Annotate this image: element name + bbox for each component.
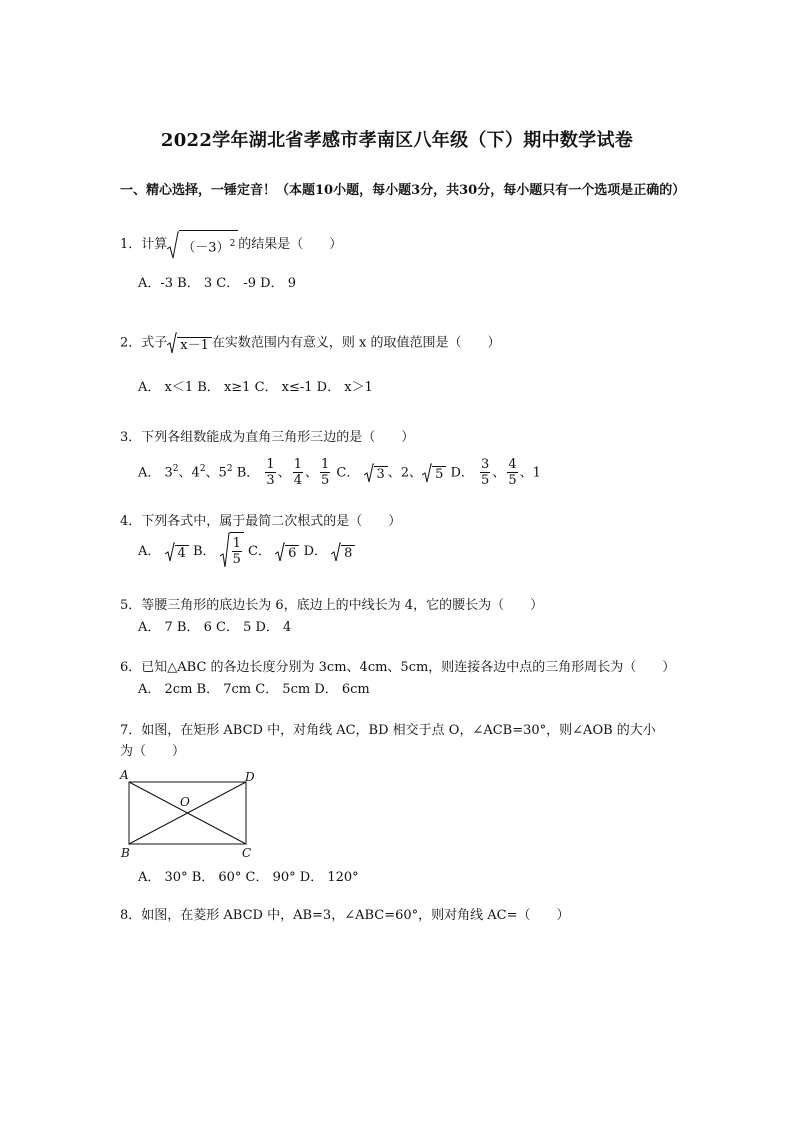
question-7-line-2: 为（ ） bbox=[120, 744, 186, 759]
sqrt-expression bbox=[331, 542, 355, 562]
question-3: 3．下列各组数能成为直角三角形三边的是（ ） bbox=[120, 430, 415, 445]
question-2-options: A． x＜1 B． x≥1 C． x≤-1 D． x＞1 bbox=[138, 380, 373, 395]
question-1-options: A．-3 B． 3 C． -9 D． 9 bbox=[138, 276, 296, 291]
denominator: 5 bbox=[320, 473, 330, 489]
option-d: D． bbox=[299, 544, 327, 559]
radicand: 6 bbox=[285, 545, 299, 562]
question-1-prefix: 1．计算 bbox=[120, 237, 168, 253]
denominator: 3 bbox=[266, 473, 275, 489]
label-d: D bbox=[245, 770, 255, 784]
numerator: 3 bbox=[481, 457, 490, 473]
fraction bbox=[265, 457, 275, 488]
question-7-line-1: 7．如图，在矩形 ABCD 中，对角线 AC，BD 相交于点 O，∠ACB=30°，则∠AOB 的大小 bbox=[120, 723, 656, 738]
option-c: C． bbox=[243, 544, 272, 559]
question-5-options: A． 7 B． 6 C． 5 D． 4 bbox=[138, 620, 292, 635]
sqrt-fraction bbox=[220, 532, 244, 571]
option-d: D． bbox=[446, 465, 474, 481]
numerator: 1 bbox=[266, 457, 275, 473]
option-b: B． bbox=[188, 544, 216, 559]
sqrt-expression bbox=[165, 542, 189, 562]
label-a: A bbox=[120, 768, 129, 782]
question-5: 5．等腰三角形的底边长为 6，底边上的中线长为 4，它的腰长为（ ） bbox=[120, 598, 544, 613]
exponent: 2 bbox=[226, 464, 233, 474]
radicand: 4 bbox=[175, 545, 189, 562]
fraction bbox=[507, 457, 517, 488]
numerator: 4 bbox=[508, 457, 517, 473]
option-a: A． 3 bbox=[138, 465, 173, 481]
text: 、4 bbox=[178, 465, 200, 481]
numerator: 1 bbox=[293, 457, 302, 473]
sqrt-expression bbox=[167, 230, 238, 259]
radicand: 8 bbox=[341, 545, 355, 562]
text: 、1 bbox=[519, 465, 541, 481]
sqrt-expression bbox=[364, 463, 388, 483]
fraction bbox=[320, 457, 330, 488]
exponent: 2 bbox=[229, 239, 236, 249]
question-6: 6．已知△ABC 的各边长度分别为 3cm、4cm、5cm，则连接各边中点的三角形周长为（ ） bbox=[120, 660, 676, 675]
text: 、2、 bbox=[387, 465, 423, 481]
question-2 bbox=[120, 332, 501, 354]
sqrt-expression bbox=[167, 332, 212, 354]
question-6-options: A． 2cm B． 7cm C． 5cm D． 6cm bbox=[138, 682, 370, 697]
radicand: x－1 bbox=[177, 337, 212, 354]
text: 、 bbox=[277, 465, 291, 481]
question-1 bbox=[120, 230, 342, 259]
text: 、 bbox=[492, 465, 506, 481]
option-a: A． bbox=[138, 544, 161, 559]
option-b: B． bbox=[232, 465, 260, 481]
exponent: 2 bbox=[172, 464, 179, 474]
page-title: 2022学年湖北省孝感市孝南区八年级（下）期中数学试卷 bbox=[160, 130, 634, 151]
question-3-options bbox=[138, 452, 541, 490]
numerator: 1 bbox=[232, 536, 241, 551]
label-b: B bbox=[121, 846, 130, 860]
exponent: 2 bbox=[199, 464, 206, 474]
option-c: C． bbox=[332, 465, 360, 481]
denominator: 5 bbox=[232, 552, 241, 567]
fraction bbox=[480, 457, 490, 488]
text: 、 bbox=[304, 465, 318, 481]
numerator: 1 bbox=[320, 457, 330, 473]
denominator: 5 bbox=[481, 473, 490, 489]
question-4: 4．下列各式中，属于最简二次根式的是（ ） bbox=[120, 514, 402, 529]
sqrt-expression bbox=[422, 463, 446, 483]
question-2-prefix: 2．式子 bbox=[120, 335, 168, 351]
text: 、5 bbox=[205, 465, 227, 481]
radicand: 5 bbox=[432, 466, 446, 483]
question-4-options bbox=[138, 532, 355, 571]
question-2-suffix: 在实数范围内有意义，则 x 的取值范围是（ ） bbox=[211, 335, 501, 351]
rectangle-figure bbox=[118, 768, 268, 864]
radicand: 3 bbox=[374, 466, 388, 483]
question-7-options: A． 30° B． 60° C． 90° D． 120° bbox=[138, 870, 359, 885]
denominator: 4 bbox=[293, 473, 302, 489]
radicand: （－3） bbox=[182, 240, 230, 256]
label-c: C bbox=[242, 846, 252, 860]
section-heading: 一、精心选择，一锤定音！（本题10小题，每小题3分，共30分，每小题只有一个选项是正确的） bbox=[120, 183, 686, 198]
sqrt-expression bbox=[275, 542, 299, 562]
fraction bbox=[293, 457, 303, 488]
label-o: O bbox=[180, 795, 190, 809]
question-1-suffix: 的结果是（ ） bbox=[238, 237, 343, 253]
question-8: 8．如图，在菱形 ABCD 中，AB=3，∠ABC=60°，则对角线 AC=（ ） bbox=[120, 908, 570, 923]
denominator: 5 bbox=[508, 473, 517, 489]
